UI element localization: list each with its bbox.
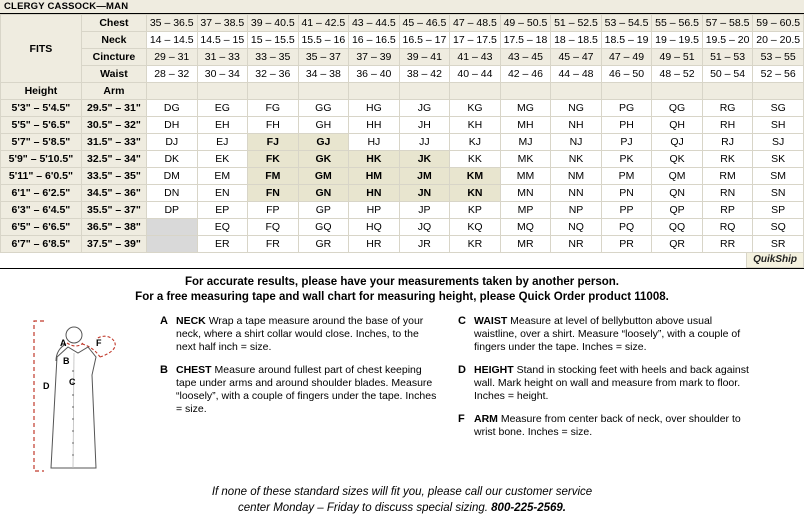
size-code-cell[interactable]: SN — [753, 185, 804, 202]
size-code-cell[interactable]: QH — [652, 117, 703, 134]
size-code-cell[interactable]: EP — [197, 202, 248, 219]
definition-letter: C — [458, 315, 466, 327]
size-code-cell[interactable]: QQ — [652, 219, 703, 236]
measurement-cell: 39 – 41 — [399, 49, 450, 66]
measurement-cell: 49 – 50.5 — [500, 15, 551, 32]
size-code-cell[interactable]: PK — [601, 151, 652, 168]
measurement-cell: 45 – 47 — [551, 49, 602, 66]
measurement-row — [1, 15, 804, 32]
arm-cell: 29.5" – 31" — [81, 100, 146, 117]
header-spacer-cell — [349, 83, 400, 100]
header-spacer-cell — [298, 83, 349, 100]
intro-line-1: For accurate results, please have your measurements taken by another person. — [185, 276, 619, 288]
measurement-cell: 34 – 38 — [298, 66, 349, 83]
size-code-cell[interactable]: FP — [248, 202, 299, 219]
measurement-figure — [26, 313, 156, 478]
height-column-header: Height — [1, 83, 82, 100]
size-code-cell[interactable]: QJ — [652, 134, 703, 151]
measurement-cell: 41 – 42.5 — [298, 15, 349, 32]
size-code-cell[interactable]: NN — [551, 185, 602, 202]
table-row — [1, 219, 804, 236]
measurement-cell: 16.5 – 17 — [399, 32, 450, 49]
size-code-cell[interactable]: HM — [349, 168, 400, 185]
size-code-cell[interactable]: PN — [601, 185, 652, 202]
arm-column-header: Arm — [81, 83, 146, 100]
measurement-cell: 59 – 60.5 — [753, 15, 804, 32]
header-spacer-cell — [146, 83, 197, 100]
size-code-cell[interactable]: RR — [702, 236, 753, 253]
size-code-cell[interactable]: NH — [551, 117, 602, 134]
measurement-cell: 48 – 52 — [652, 66, 703, 83]
definition-term: HEIGHT — [474, 364, 514, 376]
measurement-label: Waist — [81, 66, 146, 83]
size-code-cell[interactable]: DM — [146, 168, 197, 185]
definitions-right — [458, 315, 758, 449]
size-code-cell[interactable]: NP — [551, 202, 602, 219]
size-code-cell[interactable]: MK — [500, 151, 551, 168]
size-code-cell[interactable]: FJ — [248, 134, 299, 151]
size-code-cell[interactable]: QP — [652, 202, 703, 219]
size-code-cell[interactable]: RM — [702, 168, 753, 185]
size-code-cell[interactable]: JK — [399, 151, 450, 168]
intro-text — [0, 275, 804, 305]
measurement-cell: 30 – 34 — [197, 66, 248, 83]
size-code-cell[interactable]: JG — [399, 100, 450, 117]
size-code-cell[interactable]: FN — [248, 185, 299, 202]
size-code-cell[interactable]: PQ — [601, 219, 652, 236]
size-code-cell[interactable]: HQ — [349, 219, 400, 236]
size-code-cell[interactable]: HR — [349, 236, 400, 253]
size-code-cell[interactable]: MM — [500, 168, 551, 185]
measurement-cell: 29 – 31 — [146, 49, 197, 66]
definition-item — [458, 315, 758, 354]
size-code-cell[interactable]: SG — [753, 100, 804, 117]
figure-label-b: B — [63, 356, 70, 366]
instructions-section — [0, 269, 804, 516]
height-cell: 6'1" – 6'2.5" — [1, 185, 82, 202]
definition-item — [458, 364, 758, 403]
header-spacer-cell — [652, 83, 703, 100]
definition-text: Measure around fullest part of chest keeping tape under arms and around shoulder blades. Measure “loosely”, with a couple of fingers under the tape. Inches = size. — [176, 364, 437, 415]
size-code-cell[interactable]: GG — [298, 100, 349, 117]
measurement-cell: 57 – 58.5 — [702, 15, 753, 32]
header-spacer-cell — [399, 83, 450, 100]
measurement-cell: 36 – 40 — [349, 66, 400, 83]
definition-item — [160, 315, 440, 354]
height-cell: 6'7" – 6'8.5" — [1, 236, 82, 253]
measurement-cell: 47 – 49 — [601, 49, 652, 66]
arm-cell: 34.5" – 36" — [81, 185, 146, 202]
size-code-cell[interactable]: KH — [450, 117, 501, 134]
table-row — [1, 151, 804, 168]
size-code-cell[interactable]: HP — [349, 202, 400, 219]
size-code-cell[interactable]: JN — [399, 185, 450, 202]
definition-text: Stand in stocking feet with heels and back against wall. Mark height on wall and measure from mark to floor. Inches = height. — [474, 364, 749, 402]
customer-service-phone: 800-225-2569. — [491, 502, 566, 514]
size-code-cell[interactable] — [146, 236, 197, 253]
header-spacer-cell — [702, 83, 753, 100]
table-row — [1, 168, 804, 185]
definition-letter: F — [458, 413, 465, 425]
table-row — [1, 236, 804, 253]
measurement-cell: 46 – 50 — [601, 66, 652, 83]
measurement-cell: 43 – 44.5 — [349, 15, 400, 32]
size-code-cell[interactable]: SK — [753, 151, 804, 168]
size-code-cell[interactable]: RP — [702, 202, 753, 219]
size-code-cell[interactable]: PJ — [601, 134, 652, 151]
table-row — [1, 185, 804, 202]
definition-letter: D — [458, 364, 466, 376]
definition-text: Wrap a tape measure around the base of your neck, where a shirt collar would close. Inches, to the next half inch = size. — [176, 315, 424, 353]
figure-label-d: D — [43, 381, 50, 391]
measurement-cell: 51 – 52.5 — [551, 15, 602, 32]
header-spacer-cell — [551, 83, 602, 100]
header-spacer-cell — [450, 83, 501, 100]
measurement-cell: 31 – 33 — [197, 49, 248, 66]
measurement-cell: 37 – 39 — [349, 49, 400, 66]
size-code-cell[interactable]: KM — [450, 168, 501, 185]
height-cell: 6'3" – 6'4.5" — [1, 202, 82, 219]
measurement-label: Cincture — [81, 49, 146, 66]
size-code-cell[interactable]: FQ — [248, 219, 299, 236]
header-spacer-cell — [601, 83, 652, 100]
size-code-cell[interactable]: MQ — [500, 219, 551, 236]
arm-cell: 31.5" – 33" — [81, 134, 146, 151]
arm-cell: 30.5" – 32" — [81, 117, 146, 134]
measurement-cell: 51 – 53 — [702, 49, 753, 66]
size-code-cell[interactable]: DH — [146, 117, 197, 134]
size-code-cell[interactable]: PG — [601, 100, 652, 117]
cassock-figure-svg — [26, 313, 156, 478]
size-code-cell[interactable]: GK — [298, 151, 349, 168]
measurement-cell: 53 – 55 — [753, 49, 804, 66]
size-code-cell[interactable]: DP — [146, 202, 197, 219]
size-code-cell[interactable]: QR — [652, 236, 703, 253]
size-code-cell[interactable]: GR — [298, 236, 349, 253]
size-code-cell[interactable]: GM — [298, 168, 349, 185]
footer-line-2-text: center Monday – Friday to discuss special sizing. — [238, 502, 492, 514]
measurement-cell: 49 – 51 — [652, 49, 703, 66]
table-row — [1, 134, 804, 151]
size-code-cell[interactable]: KG — [450, 100, 501, 117]
measurement-cell: 38 – 42 — [399, 66, 450, 83]
measurement-cell: 47 – 48.5 — [450, 15, 501, 32]
measurement-cell: 14 – 14.5 — [146, 32, 197, 49]
intro-line-2: For a free measuring tape and wall chart for measuring height, please Quick Order product 11008. — [135, 291, 669, 303]
size-code-cell[interactable]: EM — [197, 168, 248, 185]
measurement-cell: 45 – 46.5 — [399, 15, 450, 32]
measurement-cell: 35 – 37 — [298, 49, 349, 66]
size-code-cell[interactable]: HK — [349, 151, 400, 168]
height-cell: 5'5" – 5'6.5" — [1, 117, 82, 134]
quickship-badge: QuikShip — [746, 253, 804, 268]
measurement-cell: 15.5 – 16 — [298, 32, 349, 49]
size-code-cell[interactable]: EQ — [197, 219, 248, 236]
size-code-cell[interactable]: RJ — [702, 134, 753, 151]
size-code-cell[interactable]: FG — [248, 100, 299, 117]
measurement-cell: 41 – 43 — [450, 49, 501, 66]
figure-label-c: C — [69, 377, 76, 387]
size-code-cell[interactable]: KJ — [450, 134, 501, 151]
header-spacer-cell — [500, 83, 551, 100]
measurement-cell: 44 – 48 — [551, 66, 602, 83]
size-code-cell[interactable]: EN — [197, 185, 248, 202]
measurement-cell: 15 – 15.5 — [248, 32, 299, 49]
header-spacer-cell — [197, 83, 248, 100]
header-spacer-cell — [753, 83, 804, 100]
size-code-cell[interactable]: PM — [601, 168, 652, 185]
arm-cell: 36.5" – 38" — [81, 219, 146, 236]
definition-item — [160, 364, 440, 416]
measurement-cell: 28 – 32 — [146, 66, 197, 83]
size-code-cell[interactable]: HJ — [349, 134, 400, 151]
definition-letter: B — [160, 364, 168, 376]
measurement-row — [1, 32, 804, 49]
size-code-cell[interactable]: KR — [450, 236, 501, 253]
measurement-cell: 16 – 16.5 — [349, 32, 400, 49]
definition-text: Measure from center back of neck, over shoulder to wrist bone. Inches = size. — [474, 413, 741, 438]
arm-cell: 37.5" – 39" — [81, 236, 146, 253]
size-code-cell[interactable]: RN — [702, 185, 753, 202]
size-code-cell[interactable]: DN — [146, 185, 197, 202]
table-row — [1, 202, 804, 219]
page-title: CLERGY CASSOCK—MAN — [0, 0, 804, 14]
footer-line-1: If none of these standard sizes will fit you, please call our customer service — [211, 486, 593, 498]
size-code-cell[interactable]: KK — [450, 151, 501, 168]
size-code-cell[interactable]: GN — [298, 185, 349, 202]
measurement-cell: 19.5 – 20 — [702, 32, 753, 49]
fits-header: FITS — [1, 15, 82, 83]
height-cell: 5'11" – 6'0.5" — [1, 168, 82, 185]
definition-letter: A — [160, 315, 168, 327]
size-code-cell[interactable]: RH — [702, 117, 753, 134]
height-arm-header-row — [1, 83, 804, 100]
size-code-cell[interactable]: FR — [248, 236, 299, 253]
definition-term: ARM — [474, 413, 498, 425]
size-code-cell[interactable]: SM — [753, 168, 804, 185]
size-code-cell[interactable]: KN — [450, 185, 501, 202]
measurement-cell: 42 – 46 — [500, 66, 551, 83]
size-code-cell[interactable]: MR — [500, 236, 551, 253]
size-code-cell[interactable]: NQ — [551, 219, 602, 236]
definitions-left — [160, 315, 440, 426]
size-code-cell[interactable]: NG — [551, 100, 602, 117]
size-code-cell[interactable]: SP — [753, 202, 804, 219]
footer-note — [0, 484, 804, 516]
size-code-cell[interactable]: NR — [551, 236, 602, 253]
measurement-cell: 40 – 44 — [450, 66, 501, 83]
measurement-cell: 32 – 36 — [248, 66, 299, 83]
definition-term: NECK — [176, 315, 206, 327]
size-code-cell[interactable]: MJ — [500, 134, 551, 151]
measurement-cell: 18.5 – 19 — [601, 32, 652, 49]
measurement-cell: 33 – 35 — [248, 49, 299, 66]
size-code-cell[interactable]: NK — [551, 151, 602, 168]
size-code-cell[interactable]: GH — [298, 117, 349, 134]
size-code-cell[interactable]: NJ — [551, 134, 602, 151]
size-code-cell[interactable]: SQ — [753, 219, 804, 236]
measurement-cell: 52 – 56 — [753, 66, 804, 83]
size-code-cell[interactable]: HN — [349, 185, 400, 202]
size-code-cell[interactable]: MH — [500, 117, 551, 134]
measurement-cell: 18 – 18.5 — [551, 32, 602, 49]
size-code-cell[interactable]: DG — [146, 100, 197, 117]
measurement-cell: 43 – 45 — [500, 49, 551, 66]
size-code-cell[interactable]: NM — [551, 168, 602, 185]
height-cell: 5'7" – 5'8.5" — [1, 134, 82, 151]
size-code-cell[interactable]: FK — [248, 151, 299, 168]
size-code-cell[interactable]: HH — [349, 117, 400, 134]
table-row — [1, 100, 804, 117]
size-code-cell[interactable]: KP — [450, 202, 501, 219]
size-code-cell[interactable]: QG — [652, 100, 703, 117]
size-code-cell[interactable]: JP — [399, 202, 450, 219]
measurement-row — [1, 49, 804, 66]
size-code-cell[interactable]: PR — [601, 236, 652, 253]
arm-cell: 33.5" – 35" — [81, 168, 146, 185]
measurement-cell: 14.5 – 15 — [197, 32, 248, 49]
size-code-cell[interactable]: JR — [399, 236, 450, 253]
measurement-cell: 17 – 17.5 — [450, 32, 501, 49]
size-code-cell[interactable]: QN — [652, 185, 703, 202]
measurement-cell: 20 – 20.5 — [753, 32, 804, 49]
quickship-row — [0, 253, 804, 269]
size-code-cell[interactable]: PH — [601, 117, 652, 134]
size-code-cell[interactable]: FH — [248, 117, 299, 134]
measurement-label: Neck — [81, 32, 146, 49]
size-code-cell[interactable]: SH — [753, 117, 804, 134]
arm-cell: 35.5" – 37" — [81, 202, 146, 219]
measurement-row — [1, 66, 804, 83]
size-code-cell[interactable]: MN — [500, 185, 551, 202]
size-code-cell[interactable]: MG — [500, 100, 551, 117]
measurement-cell: 19 – 19.5 — [652, 32, 703, 49]
size-code-cell[interactable]: EK — [197, 151, 248, 168]
size-code-cell[interactable]: SR — [753, 236, 804, 253]
definition-term: CHEST — [176, 364, 212, 376]
size-code-cell[interactable]: GJ — [298, 134, 349, 151]
size-code-cell[interactable]: KQ — [450, 219, 501, 236]
measurement-cell: 50 – 54 — [702, 66, 753, 83]
size-code-cell[interactable]: RG — [702, 100, 753, 117]
size-code-cell[interactable]: DK — [146, 151, 197, 168]
size-code-cell[interactable]: HG — [349, 100, 400, 117]
measurement-cell: 37 – 38.5 — [197, 15, 248, 32]
measurement-cell: 39 – 40.5 — [248, 15, 299, 32]
measurement-cell: 17.5 – 18 — [500, 32, 551, 49]
table-row — [1, 117, 804, 134]
size-chart-table — [0, 14, 804, 253]
size-code-cell[interactable]: RK — [702, 151, 753, 168]
definition-term: WAIST — [474, 315, 508, 327]
measurement-cell: 35 – 36.5 — [146, 15, 197, 32]
size-code-cell[interactable] — [146, 219, 197, 236]
figure-label-a: A — [60, 338, 67, 348]
height-cell: 5'9" – 5'10.5" — [1, 151, 82, 168]
size-code-cell[interactable]: EJ — [197, 134, 248, 151]
size-code-cell[interactable]: GP — [298, 202, 349, 219]
figure-label-f: F — [96, 338, 102, 348]
size-code-cell[interactable]: RQ — [702, 219, 753, 236]
measurement-label: Chest — [81, 15, 146, 32]
size-code-cell[interactable]: MP — [500, 202, 551, 219]
size-code-cell[interactable]: EG — [197, 100, 248, 117]
arm-cell: 32.5" – 34" — [81, 151, 146, 168]
height-cell: 5'3" – 5'4.5" — [1, 100, 82, 117]
size-code-cell[interactable]: JQ — [399, 219, 450, 236]
size-code-cell[interactable]: QM — [652, 168, 703, 185]
header-spacer-cell — [248, 83, 299, 100]
size-code-cell[interactable]: ER — [197, 236, 248, 253]
size-code-cell[interactable]: GQ — [298, 219, 349, 236]
size-code-cell[interactable]: JH — [399, 117, 450, 134]
size-code-cell[interactable]: PP — [601, 202, 652, 219]
size-code-cell[interactable]: QK — [652, 151, 703, 168]
size-code-cell[interactable]: JJ — [399, 134, 450, 151]
definition-item — [458, 413, 758, 439]
size-code-cell[interactable]: FM — [248, 168, 299, 185]
size-code-cell[interactable]: SJ — [753, 134, 804, 151]
height-cell: 6'5" – 6'6.5" — [1, 219, 82, 236]
measurement-cell: 55 – 56.5 — [652, 15, 703, 32]
size-code-cell[interactable]: JM — [399, 168, 450, 185]
definition-text: Measure at level of bellybutton above usual waistline, over a shirt. Measure “loosely”, with a couple of fingers under the tape. Inches = size. — [474, 315, 741, 353]
footer-line-2 — [0, 500, 804, 516]
size-code-cell[interactable]: EH — [197, 117, 248, 134]
size-code-cell[interactable]: DJ — [146, 134, 197, 151]
measurement-cell: 53 – 54.5 — [601, 15, 652, 32]
